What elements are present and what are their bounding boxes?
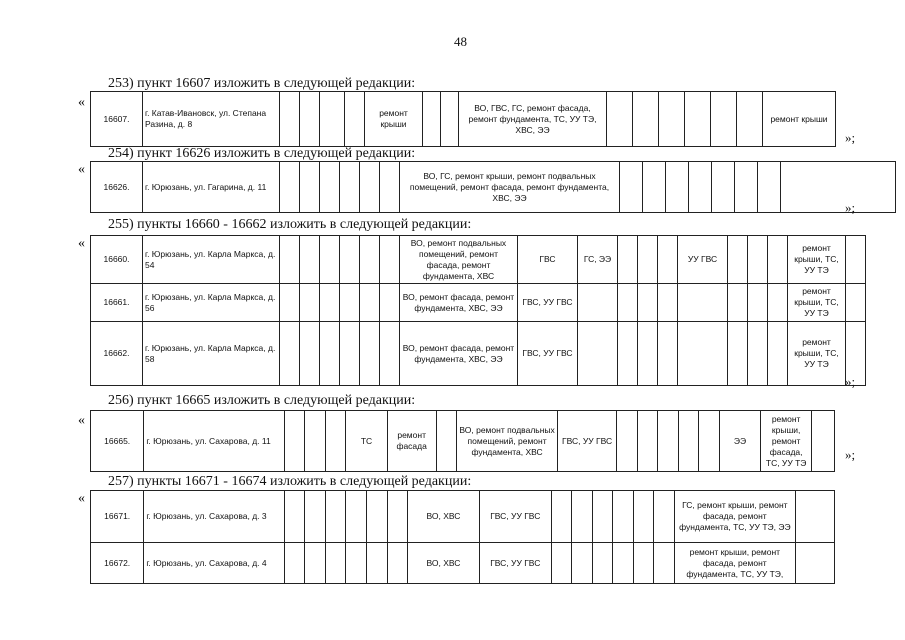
close-quote: »; bbox=[845, 130, 856, 145]
work-cell: ремонт крыши, ремонт фасада, ремонт фундамента, ТС, УУ ТЭ, bbox=[674, 543, 795, 584]
row-address: г. Юрюзань, ул. Карла Маркса, д. 54 bbox=[143, 236, 280, 284]
table-255 bbox=[90, 235, 866, 386]
table-row bbox=[91, 236, 866, 284]
work-cell: ремонт фасада bbox=[387, 411, 436, 472]
table-row bbox=[91, 92, 836, 147]
close-quote: »; bbox=[845, 447, 856, 462]
section-heading-257: 257) пункты 16671 - 16674 изложить в следующей редакции: bbox=[108, 474, 472, 489]
row-address: г. Катав-Ивановск, ул. Степана Разина, д. 8 bbox=[143, 92, 280, 147]
work-cell: ГВС, УУ ГВС bbox=[479, 491, 551, 543]
close-quote: »; bbox=[845, 374, 856, 389]
work-cell: ВО, ремонт фасада, ремонт фундамента, ХВС, ЭЭ bbox=[400, 322, 518, 386]
work-cell: ремонт крыши bbox=[365, 92, 423, 147]
work-cell: ВО, ремонт подвальных помещений, ремонт фундамента, ХВС bbox=[457, 411, 558, 472]
work-cell: ГС, ремонт крыши, ремонт фасада, ремонт фундамента, ТС, УУ ТЭ, ЭЭ bbox=[674, 491, 795, 543]
work-cell: ВО, ГС, ремонт крыши, ремонт подвальных помещений, ремонт фасада, ремонт фундамента, ХВС, ЭЭ bbox=[400, 162, 620, 213]
work-cell: ВО, ХВС bbox=[408, 543, 480, 584]
work-cell: ВО, ремонт подвальных помещений, ремонт фасада, ремонт фундамента, ХВС bbox=[400, 236, 518, 284]
table-256 bbox=[90, 410, 835, 472]
row-number: 16665. bbox=[91, 411, 144, 472]
work-cell: ремонт крыши, ремонт фасада, ТС, УУ ТЭ bbox=[761, 411, 812, 472]
work-cell: ТС bbox=[346, 411, 387, 472]
work-cell: ВО, ХВС bbox=[408, 491, 480, 543]
table-row bbox=[91, 162, 896, 213]
page-number: 48 bbox=[454, 34, 467, 49]
row-number: 16671. bbox=[91, 491, 144, 543]
work-cell: ремонт крыши, ТС, УУ ТЭ bbox=[788, 322, 846, 386]
row-address: г. Юрюзань, ул. Карла Маркса, д. 56 bbox=[143, 284, 280, 322]
row-address: г. Юрюзань, ул. Сахарова, д. 11 bbox=[144, 411, 285, 472]
work-cell: ремонт крыши, ТС, УУ ТЭ bbox=[788, 284, 846, 322]
open-quote: « bbox=[78, 413, 85, 428]
table-row bbox=[91, 322, 866, 386]
row-address: г. Юрюзань, ул. Сахарова, д. 3 bbox=[144, 491, 285, 543]
open-quote: « bbox=[78, 236, 85, 251]
row-number: 16626. bbox=[91, 162, 143, 213]
work-cell: ЭЭ bbox=[719, 411, 760, 472]
table-row bbox=[91, 543, 835, 584]
work-cell: ГВС, УУ ГВС bbox=[518, 322, 578, 386]
open-quote: « bbox=[78, 95, 85, 110]
row-address: г. Юрюзань, ул. Сахарова, д. 4 bbox=[144, 543, 285, 584]
open-quote: « bbox=[78, 162, 85, 177]
section-heading-256: 256) пункт 16665 изложить в следующей редакции: bbox=[108, 393, 416, 408]
table-254 bbox=[90, 161, 896, 213]
row-number: 16672. bbox=[91, 543, 144, 584]
work-cell: ГВС bbox=[518, 236, 578, 284]
work-cell: ГВС, УУ ГВС bbox=[518, 284, 578, 322]
table-row bbox=[91, 411, 835, 472]
work-cell: ГВС, УУ ГВС bbox=[557, 411, 617, 472]
row-address: г. Юрюзань, ул. Гагарина, д. 11 bbox=[143, 162, 280, 213]
work-cell: ремонт крыши, ТС, УУ ТЭ bbox=[788, 236, 846, 284]
work-cell: ВО, ремонт фасада, ремонт фундамента, ХВС, ЭЭ bbox=[400, 284, 518, 322]
work-cell: ГС, ЭЭ bbox=[578, 236, 618, 284]
table-257 bbox=[90, 490, 835, 584]
row-number: 16607. bbox=[91, 92, 143, 147]
table-row bbox=[91, 284, 866, 322]
close-quote: »; bbox=[845, 200, 856, 215]
row-address: г. Юрюзань, ул. Карла Маркса, д. 58 bbox=[143, 322, 280, 386]
work-cell: УУ ГВС bbox=[678, 236, 728, 284]
row-number: 16662. bbox=[91, 322, 143, 386]
work-cell: ВО, ГВС, ГС, ремонт фасада, ремонт фундамента, ТС, УУ ТЭ, ХВС, ЭЭ bbox=[459, 92, 607, 147]
table-row bbox=[91, 491, 835, 543]
open-quote: « bbox=[78, 491, 85, 506]
section-heading-253: 253) пункт 16607 изложить в следующей редакции: bbox=[108, 76, 416, 91]
table-253 bbox=[90, 91, 836, 147]
work-cell: ремонт крыши bbox=[763, 92, 836, 147]
row-number: 16660. bbox=[91, 236, 143, 284]
section-heading-254: 254) пункт 16626 изложить в следующей редакции: bbox=[108, 146, 416, 161]
work-cell: ГВС, УУ ГВС bbox=[479, 543, 551, 584]
row-number: 16661. bbox=[91, 284, 143, 322]
section-heading-255: 255) пункты 16660 - 16662 изложить в следующей редакции: bbox=[108, 217, 472, 232]
